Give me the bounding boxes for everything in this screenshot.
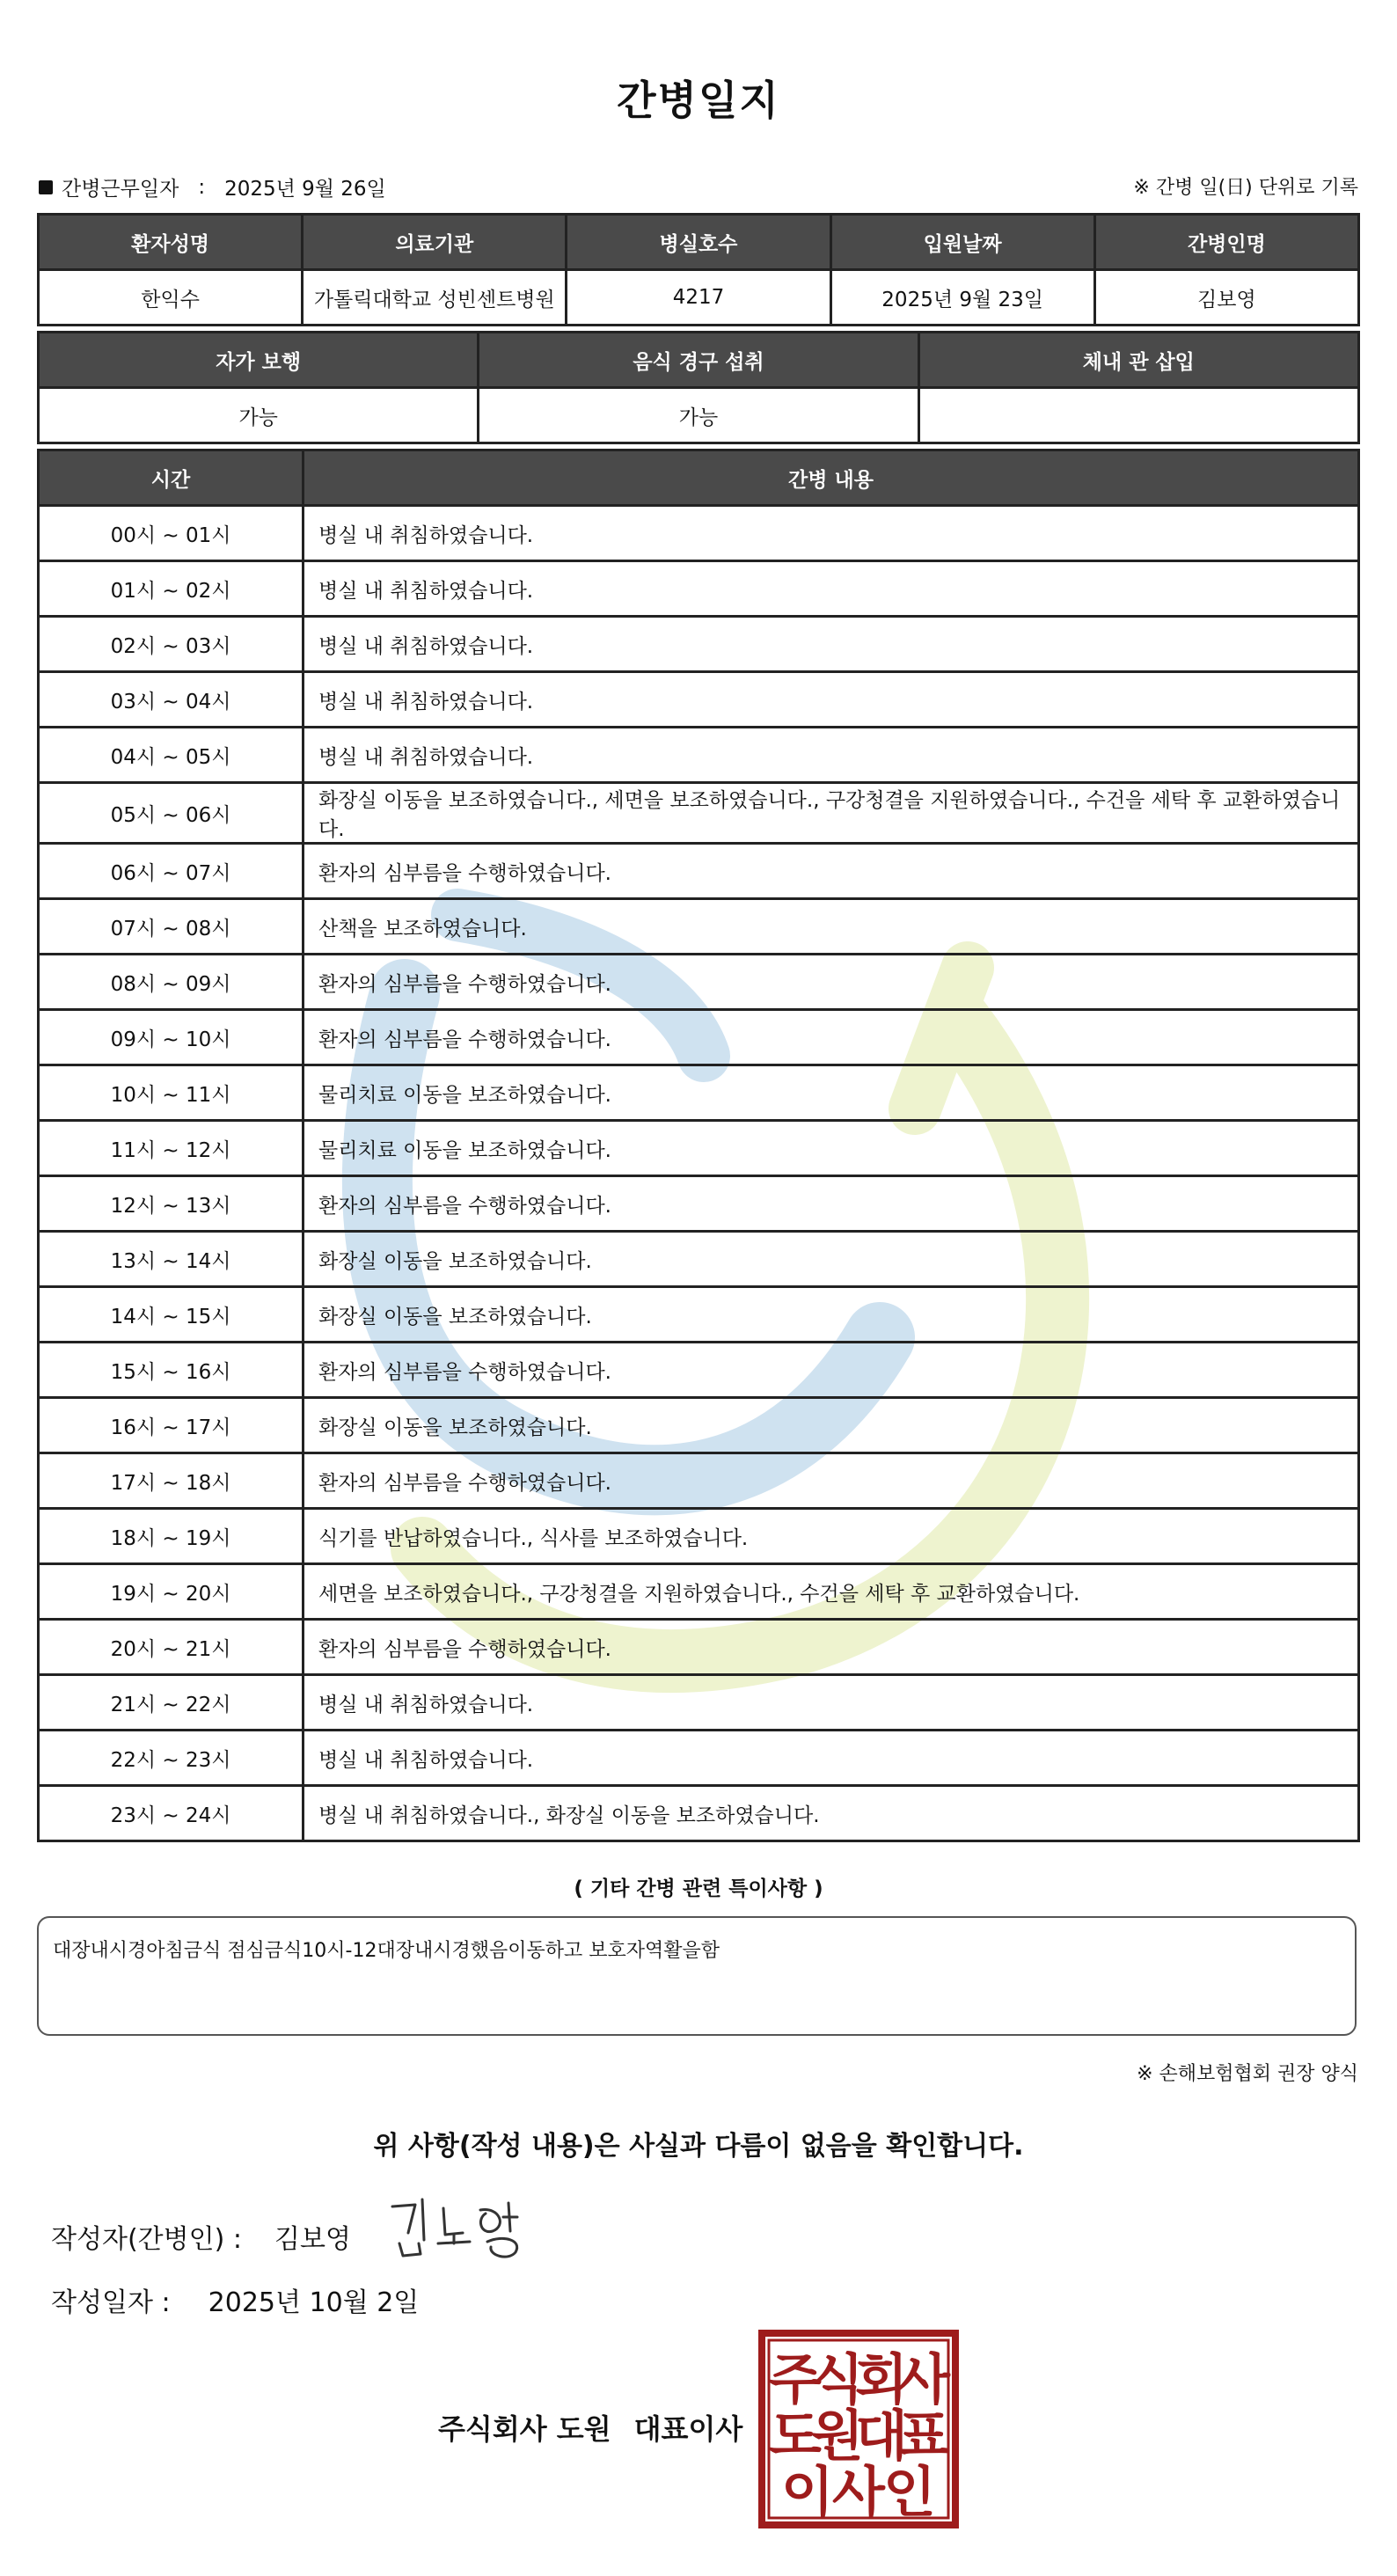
log-time: 17시 ~ 18시 <box>39 1453 304 1509</box>
care-log-row <box>39 1121 1359 1176</box>
care-log-row <box>39 1010 1359 1065</box>
company-seal-stamp <box>758 2330 959 2528</box>
log-content: 환자의 심부름을 수행하였습니다. <box>304 1176 1359 1232</box>
care-log-row <box>39 1343 1359 1398</box>
log-time: 04시 ~ 05시 <box>39 728 304 783</box>
notes-box <box>37 1916 1357 2036</box>
svg-text:회: 회 <box>855 2347 908 2411</box>
log-content: 화장실 이동을 보조하였습니다. <box>304 1232 1359 1287</box>
log-time: 19시 ~ 20시 <box>39 1564 304 1620</box>
log-content: 화장실 이동을 보조하였습니다. <box>304 1398 1359 1453</box>
care-log-row <box>39 1620 1359 1675</box>
log-time: 20시 ~ 21시 <box>39 1620 304 1675</box>
care-log-row <box>39 1287 1359 1343</box>
log-content: 환자의 심부름을 수행하였습니다. <box>304 1010 1359 1065</box>
log-content: 물리치료 이동을 보조하였습니다. <box>304 1121 1359 1176</box>
header-room-number: 병실호수 <box>567 215 830 270</box>
header-admission-date: 입원날짜 <box>830 215 1094 270</box>
header-hospital: 의료기관 <box>303 215 567 270</box>
care-log-row <box>39 1065 1359 1121</box>
care-log-row <box>39 728 1359 783</box>
author-line <box>51 2217 351 2256</box>
log-time: 07시 ~ 08시 <box>39 899 304 955</box>
notes-text: 대장내시경아침금식 점심금식10시-12대장내시경했음이동하고 보호자역활을함 <box>53 1940 720 1962</box>
log-time: 22시 ~ 23시 <box>39 1731 304 1786</box>
care-log-row <box>39 1675 1359 1731</box>
care-log-row <box>39 506 1359 561</box>
bullet-square-icon <box>39 180 53 194</box>
admission-date: 2025년 9월 23일 <box>830 270 1094 326</box>
log-content: 산책을 보조하였습니다. <box>304 899 1359 955</box>
care-log-row <box>39 783 1359 844</box>
log-content: 병실 내 취침하였습니다. <box>304 728 1359 783</box>
written-date-value: 2025년 10월 2일 <box>208 2287 420 2318</box>
confirmation-statement: 위 사항(작성 내용)은 사실과 다름이 없음을 확인합니다. <box>373 2131 1024 2162</box>
written-date-line <box>51 2280 419 2319</box>
care-log-row <box>39 672 1359 728</box>
log-time: 13시 ~ 14시 <box>39 1232 304 1287</box>
log-content: 병실 내 취침하였습니다. <box>304 561 1359 617</box>
svg-text:도: 도 <box>769 2404 822 2468</box>
header-oral-intake: 음식 경구 섭취 <box>479 333 918 388</box>
log-time: 00시 ~ 01시 <box>39 506 304 561</box>
tube-insertion-value <box>918 388 1358 443</box>
svg-text:식: 식 <box>811 2347 864 2411</box>
company-line <box>438 2407 742 2448</box>
care-log-row <box>39 1176 1359 1232</box>
care-log-row <box>39 1232 1359 1287</box>
log-time: 11시 ~ 12시 <box>39 1121 304 1176</box>
company-name: 주식회사 도원 <box>438 2412 611 2446</box>
svg-text:인: 인 <box>883 2460 936 2524</box>
log-time: 01시 ~ 02시 <box>39 561 304 617</box>
log-content: 병실 내 취침하였습니다. <box>304 1675 1359 1731</box>
log-time: 14시 ~ 15시 <box>39 1287 304 1343</box>
log-time: 18시 ~ 19시 <box>39 1509 304 1564</box>
log-time: 08시 ~ 09시 <box>39 955 304 1010</box>
company-role: 대표이사 <box>633 2412 743 2446</box>
log-content: 물리치료 이동을 보조하였습니다. <box>304 1065 1359 1121</box>
care-log-header-row <box>39 450 1359 506</box>
log-content: 환자의 심부름을 수행하였습니다. <box>304 1620 1359 1675</box>
caregiver-name: 김보영 <box>1094 270 1358 326</box>
log-time: 16시 ~ 17시 <box>39 1398 304 1453</box>
svg-text:사: 사 <box>832 2460 885 2524</box>
care-log-row <box>39 617 1359 672</box>
care-log-row <box>39 1731 1359 1786</box>
log-time: 02시 ~ 03시 <box>39 617 304 672</box>
log-content: 병실 내 취침하였습니다., 화장실 이동을 보조하였습니다. <box>304 1786 1359 1841</box>
log-content: 환자의 심부름을 수행하였습니다. <box>304 1343 1359 1398</box>
care-log-row <box>39 844 1359 899</box>
log-content: 환자의 심부름을 수행하였습니다. <box>304 1453 1359 1509</box>
header-caregiver-name: 간병인명 <box>1094 215 1358 270</box>
log-time: 15시 ~ 16시 <box>39 1343 304 1398</box>
svg-text:이: 이 <box>781 2460 834 2524</box>
log-time: 05시 ~ 06시 <box>39 783 304 844</box>
care-log-row <box>39 1564 1359 1620</box>
log-content: 화장실 이동을 보조하였습니다. <box>304 1287 1359 1343</box>
patient-info-table <box>37 213 1360 326</box>
self-walking-value: 가능 <box>39 388 479 443</box>
patient-info-header-row <box>39 215 1359 270</box>
work-date-label: 간병근무일자 <box>62 178 179 201</box>
header-self-walking: 자가 보행 <box>39 333 479 388</box>
handwritten-signature <box>385 2191 544 2261</box>
log-content: 화장실 이동을 보조하였습니다., 세면을 보조하였습니다., 구강청결을 지원하였습니다., 수건을 세탁 후 교환하였습니다. <box>304 783 1359 844</box>
care-log-body <box>39 506 1359 1841</box>
svg-text:대: 대 <box>855 2404 908 2468</box>
svg-text:주: 주 <box>769 2347 822 2411</box>
header-care-content: 간병 내용 <box>304 450 1359 506</box>
work-date-row <box>39 172 386 201</box>
log-content: 식기를 반납하였습니다., 식사를 보조하였습니다. <box>304 1509 1359 1564</box>
log-time: 21시 ~ 22시 <box>39 1675 304 1731</box>
author-label: 작성자(간병인) : <box>51 2224 242 2255</box>
patient-info-value-row <box>39 270 1359 326</box>
unit-note: ※ 간병 일(日) 단위로 기록 <box>1133 177 1358 199</box>
form-credit-note: ※ 손해보험협회 권장 양식 <box>1137 2063 1358 2085</box>
hospital-name: 가톨릭대학교 성빈센트병원 <box>303 270 567 326</box>
log-content: 세면을 보조하였습니다., 구강청결을 지원하였습니다., 수건을 세탁 후 교환하였습니다. <box>304 1564 1359 1620</box>
care-log-row <box>39 899 1359 955</box>
svg-text:사: 사 <box>897 2347 950 2411</box>
log-time: 10시 ~ 11시 <box>39 1065 304 1121</box>
log-time: 23시 ~ 24시 <box>39 1786 304 1841</box>
document-title: 간병일지 <box>617 77 780 124</box>
care-log-row <box>39 561 1359 617</box>
care-log-row <box>39 1786 1359 1841</box>
work-date-separator: : <box>198 175 206 199</box>
log-time: 03시 ~ 04시 <box>39 672 304 728</box>
log-content: 병실 내 취침하였습니다. <box>304 672 1359 728</box>
ability-value-row <box>39 388 1359 443</box>
ability-header-row <box>39 333 1359 388</box>
ability-table <box>37 331 1360 444</box>
log-time: 09시 ~ 10시 <box>39 1010 304 1065</box>
care-log-row <box>39 955 1359 1010</box>
log-content: 병실 내 취침하였습니다. <box>304 1731 1359 1786</box>
oral-intake-value: 가능 <box>479 388 918 443</box>
log-content: 병실 내 취침하였습니다. <box>304 506 1359 561</box>
log-content: 환자의 심부름을 수행하였습니다. <box>304 955 1359 1010</box>
care-log-row <box>39 1398 1359 1453</box>
care-log-table <box>37 449 1360 1842</box>
room-number: 4217 <box>567 270 830 326</box>
author-name: 김보영 <box>274 2224 351 2255</box>
log-time: 06시 ~ 07시 <box>39 844 304 899</box>
written-date-label: 작성일자 : <box>51 2287 171 2318</box>
care-log-row <box>39 1509 1359 1564</box>
log-time: 12시 ~ 13시 <box>39 1176 304 1232</box>
patient-name: 한익수 <box>39 270 303 326</box>
svg-text:표: 표 <box>897 2404 950 2468</box>
care-log-row <box>39 1453 1359 1509</box>
header-tube-insertion: 체내 관 삽입 <box>918 333 1358 388</box>
log-content: 환자의 심부름을 수행하였습니다. <box>304 844 1359 899</box>
header-time: 시간 <box>39 450 304 506</box>
header-patient-name: 환자성명 <box>39 215 303 270</box>
notes-heading: ( 기타 간병 관련 특이사항 ) <box>574 1877 823 1900</box>
svg-text:원: 원 <box>811 2404 864 2468</box>
log-content: 병실 내 취침하였습니다. <box>304 617 1359 672</box>
work-date-value: 2025년 9월 26일 <box>224 178 386 201</box>
